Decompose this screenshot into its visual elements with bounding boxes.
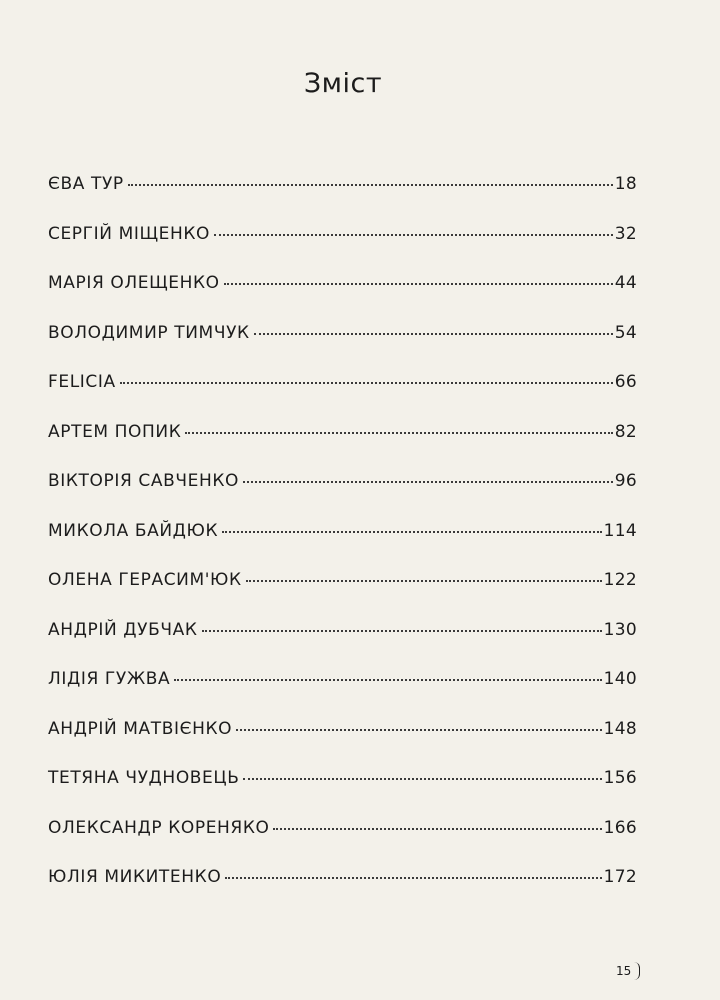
toc-entry-name: ЄВА ТУР [48, 174, 124, 194]
toc-entry-page: 66 [614, 372, 637, 392]
toc-dot-leader [246, 580, 602, 582]
toc-entry [48, 768, 637, 818]
page-number [616, 962, 640, 980]
toc-dot-leader [185, 432, 612, 434]
bracket-ornament [634, 962, 640, 980]
toc-dot-leader [254, 333, 613, 335]
toc-entry [48, 323, 637, 373]
toc-entry [48, 620, 637, 670]
toc-dot-leader [222, 531, 601, 533]
toc-entry-page: 130 [603, 619, 637, 640]
toc-entry [48, 273, 637, 323]
toc-entry-name: АРТЕМ ПОПИК [48, 421, 182, 442]
toc-dot-leader [174, 679, 601, 681]
toc-entry-page: 122 [603, 570, 637, 590]
toc-entry-page: 44 [614, 273, 637, 293]
toc-entry [48, 570, 637, 620]
table-of-contents [48, 174, 637, 917]
toc-dot-leader [224, 283, 613, 285]
toc-entry-name: ВІКТОРІЯ САВЧЕНКО [48, 471, 239, 491]
toc-dot-leader [225, 877, 601, 879]
toc-entry-page: 96 [614, 471, 637, 491]
toc-entry-page: 32 [614, 223, 637, 244]
toc-dot-leader [273, 828, 601, 830]
toc-entry-name: АНДРІЙ ДУБЧАК [48, 619, 198, 640]
toc-entry-name: СЕРГІЙ МІЩЕНКО [48, 223, 211, 244]
toc-entry-name: ВОЛОДИМИР ТИМЧУК [48, 322, 250, 343]
toc-entry [48, 224, 637, 274]
toc-dot-leader [243, 778, 601, 780]
toc-entry [48, 818, 637, 868]
toc-entry [48, 174, 637, 224]
toc-entry-name: ОЛЕКСАНДР КОРЕНЯКО [48, 817, 270, 838]
toc-entry [48, 422, 637, 472]
page-title: Зміст [303, 68, 383, 99]
toc-dot-leader [120, 382, 613, 384]
toc-dot-leader [214, 234, 613, 236]
toc-entry-name: МИКОЛА БАЙДЮК [48, 520, 219, 541]
toc-entry-page: 18 [614, 174, 637, 194]
toc-entry [48, 719, 637, 769]
toc-entry-name: ОЛЕНА ГЕРАСИМ'ЮК [48, 570, 242, 590]
toc-entry-name: ТЕТЯНА ЧУДНОВЕЦЬ [48, 768, 240, 788]
toc-entry-page: 148 [603, 718, 637, 739]
toc-dot-leader [243, 481, 613, 483]
toc-dot-leader [128, 184, 613, 186]
toc-entry-page: 156 [603, 768, 637, 788]
toc-dot-leader [236, 729, 602, 731]
toc-entry [48, 471, 637, 521]
toc-entry-name: МАРІЯ ОЛЕЩЕНКО [48, 273, 220, 293]
toc-dot-leader [202, 630, 602, 632]
toc-entry [48, 521, 637, 571]
toc-entry-page: 54 [614, 322, 637, 343]
toc-entry [48, 372, 637, 422]
toc-entry-page: 166 [603, 817, 637, 838]
toc-entry-name: АНДРІЙ МАТВІЄНКО [48, 718, 233, 739]
toc-entry-name: FELICIA [48, 372, 116, 392]
toc-entry-page: 140 [603, 669, 637, 689]
toc-entry-page: 82 [614, 421, 637, 442]
toc-entry-page: 172 [603, 867, 637, 887]
toc-entry [48, 867, 637, 917]
toc-entry-page: 114 [603, 520, 637, 541]
page-number-value: 15 [616, 964, 632, 978]
toc-entry-name: ЮЛІЯ МИКИТЕНКО [48, 867, 222, 887]
toc-entry-name: ЛІДІЯ ГУЖВА [48, 669, 171, 689]
toc-entry [48, 669, 637, 719]
